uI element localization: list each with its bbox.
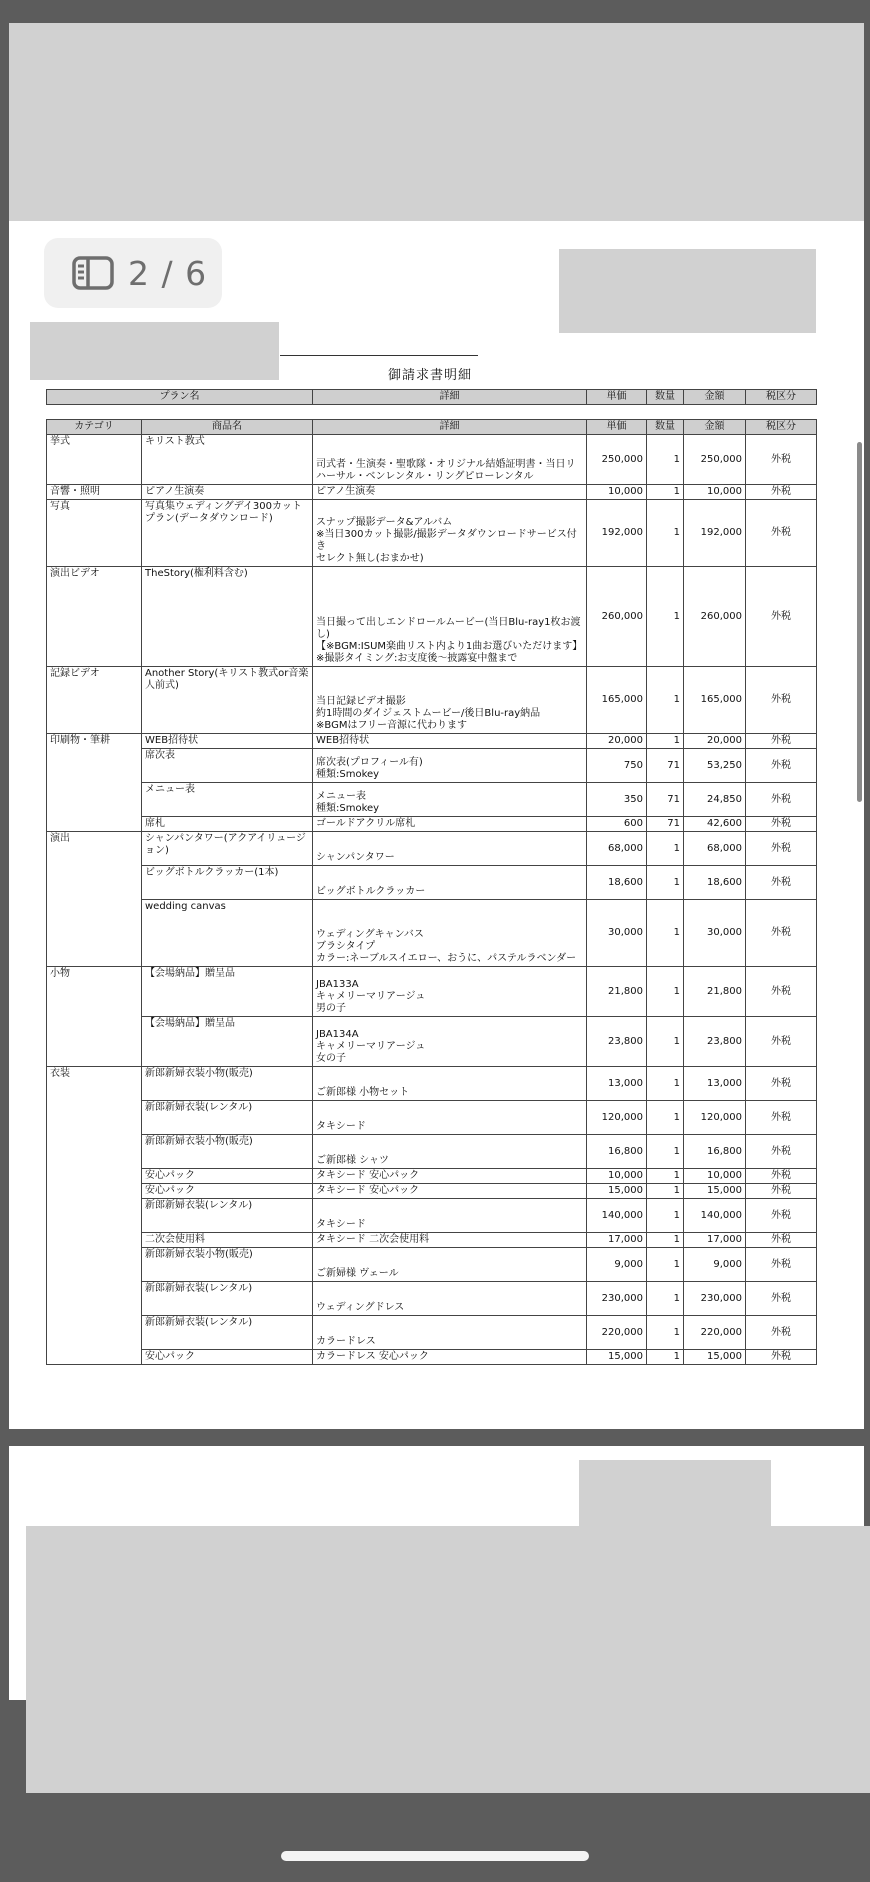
unit-price-cell: 15,000	[587, 1184, 647, 1199]
unit-price-cell: 140,000	[587, 1199, 647, 1233]
unit-price-cell: 13,000	[587, 1067, 647, 1101]
sidebar-icon	[72, 256, 114, 290]
table-row[interactable]	[47, 1282, 817, 1316]
plan-header-cell: 金額	[684, 390, 746, 405]
amount-cell: 140,000	[684, 1199, 746, 1233]
category-cell	[47, 1248, 142, 1282]
detail-cell: ご新婦様 ヴェール	[313, 1248, 587, 1282]
quantity-cell: 1	[647, 866, 684, 900]
detail-cell: ウェディングドレス	[313, 1282, 587, 1316]
product-name-cell: 席次表	[142, 749, 313, 783]
tax-type-cell: 外税	[746, 435, 817, 485]
amount-cell: 9,000	[684, 1248, 746, 1282]
amount-cell: 15,000	[684, 1350, 746, 1365]
category-cell: 演出	[47, 832, 142, 866]
table-row[interactable]	[47, 832, 817, 866]
table-row[interactable]	[47, 734, 817, 749]
product-name-cell: キリスト教式	[142, 435, 313, 485]
product-name-cell: 新郎新婦衣装小物(販売)	[142, 1248, 313, 1282]
table-row[interactable]	[47, 783, 817, 817]
amount-cell: 15,000	[684, 1184, 746, 1199]
unit-price-cell: 250,000	[587, 435, 647, 485]
quantity-cell: 1	[647, 734, 684, 749]
tax-type-cell: 外税	[746, 667, 817, 734]
unit-price-cell: 750	[587, 749, 647, 783]
tax-type-cell: 外税	[746, 866, 817, 900]
product-name-cell: 安心パック	[142, 1169, 313, 1184]
column-header: 単価	[587, 420, 647, 435]
tax-type-cell: 外税	[746, 1316, 817, 1350]
quantity-cell: 1	[647, 1067, 684, 1101]
category-cell	[47, 1101, 142, 1135]
quantity-cell: 1	[647, 567, 684, 667]
table-row[interactable]	[47, 485, 817, 500]
amount-cell: 30,000	[684, 900, 746, 967]
category-cell	[47, 1017, 142, 1067]
quantity-cell: 1	[647, 1199, 684, 1233]
detail-cell: カラードレス 安心パック	[313, 1350, 587, 1365]
tax-type-cell: 外税	[746, 1169, 817, 1184]
plan-header-row	[47, 390, 817, 405]
product-name-cell: 安心パック	[142, 1184, 313, 1199]
table-row[interactable]	[47, 435, 817, 485]
unit-price-cell: 10,000	[587, 1169, 647, 1184]
product-name-cell: ピアノ生演奏	[142, 485, 313, 500]
table-row[interactable]	[47, 1350, 817, 1365]
tax-type-cell: 外税	[746, 1233, 817, 1248]
category-cell: 印刷物・筆耕	[47, 734, 142, 749]
tax-type-cell: 外税	[746, 1135, 817, 1169]
page-indicator[interactable]	[44, 238, 222, 308]
unit-price-cell: 10,000	[587, 485, 647, 500]
product-name-cell: Another Story(キリスト教式or音楽人前式)	[142, 667, 313, 734]
quantity-cell: 1	[647, 1169, 684, 1184]
unit-price-cell: 18,600	[587, 866, 647, 900]
product-name-cell: 新郎新婦衣装(レンタル)	[142, 1199, 313, 1233]
category-cell	[47, 749, 142, 783]
amount-cell: 192,000	[684, 500, 746, 567]
detail-cell: シャンパンタワー	[313, 832, 587, 866]
table-row[interactable]	[47, 1067, 817, 1101]
tax-type-cell: 外税	[746, 1248, 817, 1282]
amount-cell: 220,000	[684, 1316, 746, 1350]
column-header: 詳細	[313, 420, 587, 435]
detail-cell: JBA134A キャメリーマリアージュ 女の子	[313, 1017, 587, 1067]
quantity-cell: 1	[647, 1135, 684, 1169]
unit-price-cell: 68,000	[587, 832, 647, 866]
detail-cell: ピアノ生演奏	[313, 485, 587, 500]
amount-cell: 42,600	[684, 817, 746, 832]
table-row[interactable]	[47, 1101, 817, 1135]
amount-cell: 165,000	[684, 667, 746, 734]
detail-cell: 席次表(プロフィール有) 種類:Smokey	[313, 749, 587, 783]
plan-header-cell: 数量	[647, 390, 684, 405]
detail-cell: スナップ撮影データ&アルバム ※当日300カット撮影/撮影データダウンロードサービス付き セレクト無し(おまかせ)	[313, 500, 587, 567]
column-header: 税区分	[746, 420, 817, 435]
tax-type-cell: 外税	[746, 817, 817, 832]
unit-price-cell: 9,000	[587, 1248, 647, 1282]
table-row[interactable]	[47, 1248, 817, 1282]
product-name-cell: 新郎新婦衣装(レンタル)	[142, 1101, 313, 1135]
detail-cell: 司式者・生演奏・聖歌隊・オリジナル結婚証明書・当日リハーサル・ベンレンタル・リングピローレンタル	[313, 435, 587, 485]
category-cell: 小物	[47, 967, 142, 1017]
category-cell: 記録ビデオ	[47, 667, 142, 734]
items-body	[47, 435, 817, 1365]
quantity-cell: 1	[647, 832, 684, 866]
detail-cell: タキシード	[313, 1101, 587, 1135]
amount-cell: 10,000	[684, 485, 746, 500]
tax-type-cell: 外税	[746, 567, 817, 667]
title-rule	[280, 355, 478, 356]
document-title: 御請求書明細	[387, 368, 472, 383]
table-row[interactable]	[47, 749, 817, 783]
quantity-cell: 71	[647, 817, 684, 832]
tax-type-cell: 外税	[746, 1350, 817, 1365]
category-cell	[47, 900, 142, 967]
redacted-header-left	[30, 322, 279, 380]
unit-price-cell: 120,000	[587, 1101, 647, 1135]
quantity-cell: 1	[647, 667, 684, 734]
detail-cell: ビッグボトルクラッカー	[313, 866, 587, 900]
unit-price-cell: 600	[587, 817, 647, 832]
invoice-items-table	[46, 419, 817, 1365]
category-cell: 衣装	[47, 1067, 142, 1101]
amount-cell: 53,250	[684, 749, 746, 783]
unit-price-cell: 23,800	[587, 1017, 647, 1067]
amount-cell: 13,000	[684, 1067, 746, 1101]
redacted-area-bottom	[26, 1526, 870, 1793]
amount-cell: 21,800	[684, 967, 746, 1017]
product-name-cell: 新郎新婦衣装小物(販売)	[142, 1135, 313, 1169]
unit-price-cell: 16,800	[587, 1135, 647, 1169]
detail-cell: メニュー表 種類:Smokey	[313, 783, 587, 817]
detail-cell: カラードレス	[313, 1316, 587, 1350]
detail-cell: ご新郎様 シャツ	[313, 1135, 587, 1169]
category-cell	[47, 1169, 142, 1184]
page-number: 2 / 6	[128, 253, 208, 293]
detail-cell: ウェディングキャンバス ブラシタイプ カラー:ネーブルスイエロー、おうに、パステルラベンダー	[313, 900, 587, 967]
tax-type-cell: 外税	[746, 734, 817, 749]
category-cell: 写真	[47, 500, 142, 567]
table-row[interactable]	[47, 967, 817, 1017]
quantity-cell: 1	[647, 1017, 684, 1067]
product-name-cell: シャンパンタワー(アクアイリュージョン)	[142, 832, 313, 866]
quantity-cell: 71	[647, 783, 684, 817]
tax-type-cell: 外税	[746, 832, 817, 866]
table-row[interactable]	[47, 866, 817, 900]
table-row[interactable]	[47, 1169, 817, 1184]
redacted-next-page-header	[579, 1460, 771, 1530]
tax-type-cell: 外税	[746, 900, 817, 967]
amount-cell: 230,000	[684, 1282, 746, 1316]
quantity-cell: 1	[647, 967, 684, 1017]
product-name-cell: 新郎新婦衣装(レンタル)	[142, 1282, 313, 1316]
product-name-cell: TheStory(権利料含む)	[142, 567, 313, 667]
tax-type-cell: 外税	[746, 1017, 817, 1067]
category-cell	[47, 1135, 142, 1169]
unit-price-cell: 220,000	[587, 1316, 647, 1350]
detail-cell: 当日撮って出しエンドロールムービー(当日Blu-ray1枚お渡し) 【※BGM:ISUM楽曲リスト内より1曲お選びいただけます】 ※撮影タイミング:お支度後〜披露宴中盤まで	[313, 567, 587, 667]
table-row[interactable]	[47, 1017, 817, 1067]
tax-type-cell: 外税	[746, 1101, 817, 1135]
column-header: 商品名	[142, 420, 313, 435]
table-row[interactable]	[47, 667, 817, 734]
detail-cell: タキシード 二次会使用料	[313, 1233, 587, 1248]
product-name-cell: 席札	[142, 817, 313, 832]
product-name-cell: 安心パック	[142, 1350, 313, 1365]
unit-price-cell: 350	[587, 783, 647, 817]
quantity-cell: 71	[647, 749, 684, 783]
detail-cell: 当日記録ビデオ撮影 約1時間のダイジェストムービー/後日Blu-ray納品 ※BGMはフリー音源に代わります	[313, 667, 587, 734]
amount-cell: 68,000	[684, 832, 746, 866]
unit-price-cell: 192,000	[587, 500, 647, 567]
category-cell: 演出ビデオ	[47, 567, 142, 667]
amount-cell: 260,000	[684, 567, 746, 667]
tax-type-cell: 外税	[746, 783, 817, 817]
tax-type-cell: 外税	[746, 1184, 817, 1199]
quantity-cell: 1	[647, 900, 684, 967]
tax-type-cell: 外税	[746, 1067, 817, 1101]
product-name-cell: 【会場納品】贈呈品	[142, 967, 313, 1017]
tax-type-cell: 外税	[746, 967, 817, 1017]
category-cell	[47, 817, 142, 832]
category-cell: 挙式	[47, 435, 142, 485]
table-row[interactable]	[47, 1233, 817, 1248]
unit-price-cell: 260,000	[587, 567, 647, 667]
quantity-cell: 1	[647, 485, 684, 500]
tax-type-cell: 外税	[746, 1282, 817, 1316]
product-name-cell: メニュー表	[142, 783, 313, 817]
items-header-row	[47, 420, 817, 435]
category-cell	[47, 1350, 142, 1365]
detail-cell: JBA133A キャメリーマリアージュ 男の子	[313, 967, 587, 1017]
plan-header-cell: 詳細	[313, 390, 587, 405]
detail-cell: WEB招待状	[313, 734, 587, 749]
unit-price-cell: 165,000	[587, 667, 647, 734]
table-row[interactable]	[47, 567, 817, 667]
plan-header-cell: プラン名	[47, 390, 313, 405]
home-indicator[interactable]	[281, 1851, 589, 1861]
table-row[interactable]	[47, 817, 817, 832]
product-name-cell: 写真集ウェディングデイ300カットプラン(データダウンロード)	[142, 500, 313, 567]
tax-type-cell: 外税	[746, 485, 817, 500]
detail-cell: ゴールドアクリル席札	[313, 817, 587, 832]
unit-price-cell: 30,000	[587, 900, 647, 967]
plan-header-cell: 単価	[587, 390, 647, 405]
table-row[interactable]	[47, 1316, 817, 1350]
category-cell	[47, 1316, 142, 1350]
quantity-cell: 1	[647, 1350, 684, 1365]
amount-cell: 17,000	[684, 1233, 746, 1248]
table-row[interactable]	[47, 900, 817, 967]
category-cell	[47, 1184, 142, 1199]
category-cell	[47, 866, 142, 900]
column-header: 金額	[684, 420, 746, 435]
scrollbar[interactable]	[857, 442, 862, 802]
table-row[interactable]	[47, 500, 817, 567]
product-name-cell: wedding canvas	[142, 900, 313, 967]
product-name-cell: ビッグボトルクラッカー(1本)	[142, 866, 313, 900]
product-name-cell: 新郎新婦衣装小物(販売)	[142, 1067, 313, 1101]
unit-price-cell: 20,000	[587, 734, 647, 749]
amount-cell: 120,000	[684, 1101, 746, 1135]
amount-cell: 20,000	[684, 734, 746, 749]
redacted-header-right	[559, 249, 816, 333]
category-cell	[47, 783, 142, 817]
column-header: 数量	[647, 420, 684, 435]
tax-type-cell: 外税	[746, 500, 817, 567]
quantity-cell: 1	[647, 1233, 684, 1248]
category-cell: 音響・照明	[47, 485, 142, 500]
amount-cell: 18,600	[684, 866, 746, 900]
plan-header-table	[46, 389, 817, 405]
product-name-cell: 新郎新婦衣装(レンタル)	[142, 1316, 313, 1350]
quantity-cell: 1	[647, 1248, 684, 1282]
table-row[interactable]	[47, 1184, 817, 1199]
amount-cell: 24,850	[684, 783, 746, 817]
category-cell	[47, 1282, 142, 1316]
quantity-cell: 1	[647, 1316, 684, 1350]
unit-price-cell: 230,000	[587, 1282, 647, 1316]
quantity-cell: 1	[647, 1101, 684, 1135]
category-cell	[47, 1233, 142, 1248]
detail-cell: タキシード 安心パック	[313, 1169, 587, 1184]
plan-header-cell: 税区分	[746, 390, 817, 405]
quantity-cell: 1	[647, 435, 684, 485]
column-header: カテゴリ	[47, 420, 142, 435]
quantity-cell: 1	[647, 500, 684, 567]
unit-price-cell: 17,000	[587, 1233, 647, 1248]
product-name-cell: 二次会使用料	[142, 1233, 313, 1248]
quantity-cell: 1	[647, 1184, 684, 1199]
amount-cell: 10,000	[684, 1169, 746, 1184]
unit-price-cell: 15,000	[587, 1350, 647, 1365]
tax-type-cell: 外税	[746, 1199, 817, 1233]
table-row[interactable]	[47, 1135, 817, 1169]
amount-cell: 250,000	[684, 435, 746, 485]
amount-cell: 16,800	[684, 1135, 746, 1169]
detail-cell: タキシード 安心パック	[313, 1184, 587, 1199]
product-name-cell: 【会場納品】贈呈品	[142, 1017, 313, 1067]
category-cell	[47, 1199, 142, 1233]
quantity-cell: 1	[647, 1282, 684, 1316]
redacted-area-top	[9, 23, 864, 221]
product-name-cell: WEB招待状	[142, 734, 313, 749]
tax-type-cell: 外税	[746, 749, 817, 783]
table-row[interactable]	[47, 1199, 817, 1233]
detail-cell: ご新郎様 小物セット	[313, 1067, 587, 1101]
amount-cell: 23,800	[684, 1017, 746, 1067]
unit-price-cell: 21,800	[587, 967, 647, 1017]
detail-cell: タキシード	[313, 1199, 587, 1233]
